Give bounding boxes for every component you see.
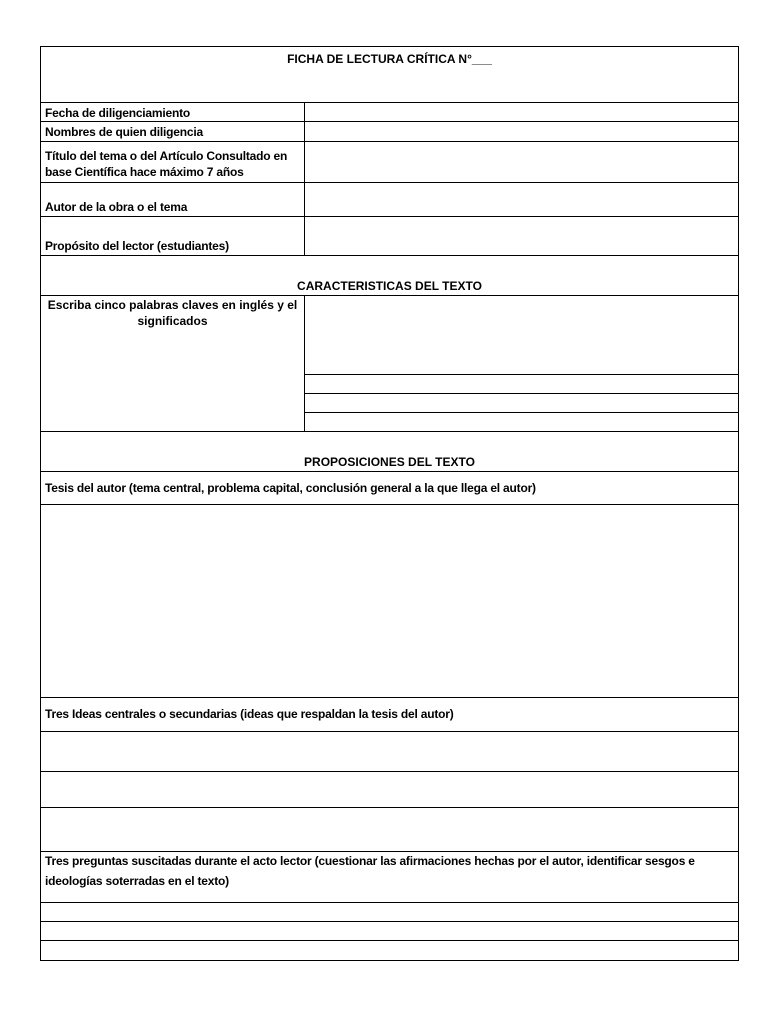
label-preguntas-2: ideologías soterradas en el texto) <box>45 874 229 888</box>
label-nombres: Nombres de quien diligencia <box>45 125 203 139</box>
label-tesis: Tesis del autor (tema central, problema capital, conclusión general a la que llega el autor) <box>45 481 536 495</box>
divider <box>41 697 738 698</box>
divider <box>41 255 738 256</box>
pregunta-field-1[interactable] <box>41 903 738 921</box>
keywords-field[interactable] <box>305 296 738 374</box>
keywords-label-line1: Escriba cinco palabras claves en inglés y el <box>47 298 298 312</box>
label-fecha: Fecha de diligenciamiento <box>45 106 191 120</box>
autor-field[interactable] <box>305 183 738 216</box>
label-autor: Autor de la obra o el tema <box>45 200 188 214</box>
label-proposito: Propósito del lector (estudiantes) <box>45 239 229 253</box>
label-preguntas-1: Tres preguntas suscitadas durante el acto lector (cuestionar las afirmaciones hechas por el autor, identificar sesgos e <box>45 854 695 868</box>
keywords-field-2[interactable] <box>305 375 738 393</box>
label-ideas: Tres Ideas centrales o secundarias (ideas que respaldan la tesis del autor) <box>45 707 454 721</box>
reading-form <box>40 46 739 961</box>
divider <box>41 851 738 852</box>
proposito-field[interactable] <box>305 217 738 255</box>
label-titulo-2: base Científica hace máximo 7 años <box>45 165 244 179</box>
titulo-field[interactable] <box>305 142 738 182</box>
caracteristicas-heading: CARACTERISTICAS DEL TEXTO <box>297 279 482 293</box>
idea-field-3[interactable] <box>41 808 738 851</box>
form-title: FICHA DE LECTURA CRÍTICA N°___ <box>287 52 492 66</box>
keywords-label <box>41 297 304 329</box>
keywords-field-4[interactable] <box>305 413 738 431</box>
divider <box>41 471 738 472</box>
pregunta-field-3[interactable] <box>41 941 738 961</box>
pregunta-field-2[interactable] <box>41 922 738 940</box>
label-titulo-1: Título del tema o del Artículo Consultado en <box>45 149 288 163</box>
idea-field-2[interactable] <box>41 772 738 807</box>
divider <box>41 431 738 432</box>
keywords-field-3[interactable] <box>305 394 738 412</box>
nombres-field[interactable] <box>305 122 738 141</box>
tesis-field[interactable] <box>41 505 738 697</box>
proposiciones-heading: PROPOSICIONES DEL TEXTO <box>304 455 475 469</box>
idea-field-1[interactable] <box>41 732 738 771</box>
keywords-label-line2: significados <box>137 314 208 328</box>
fecha-field[interactable] <box>305 103 738 121</box>
